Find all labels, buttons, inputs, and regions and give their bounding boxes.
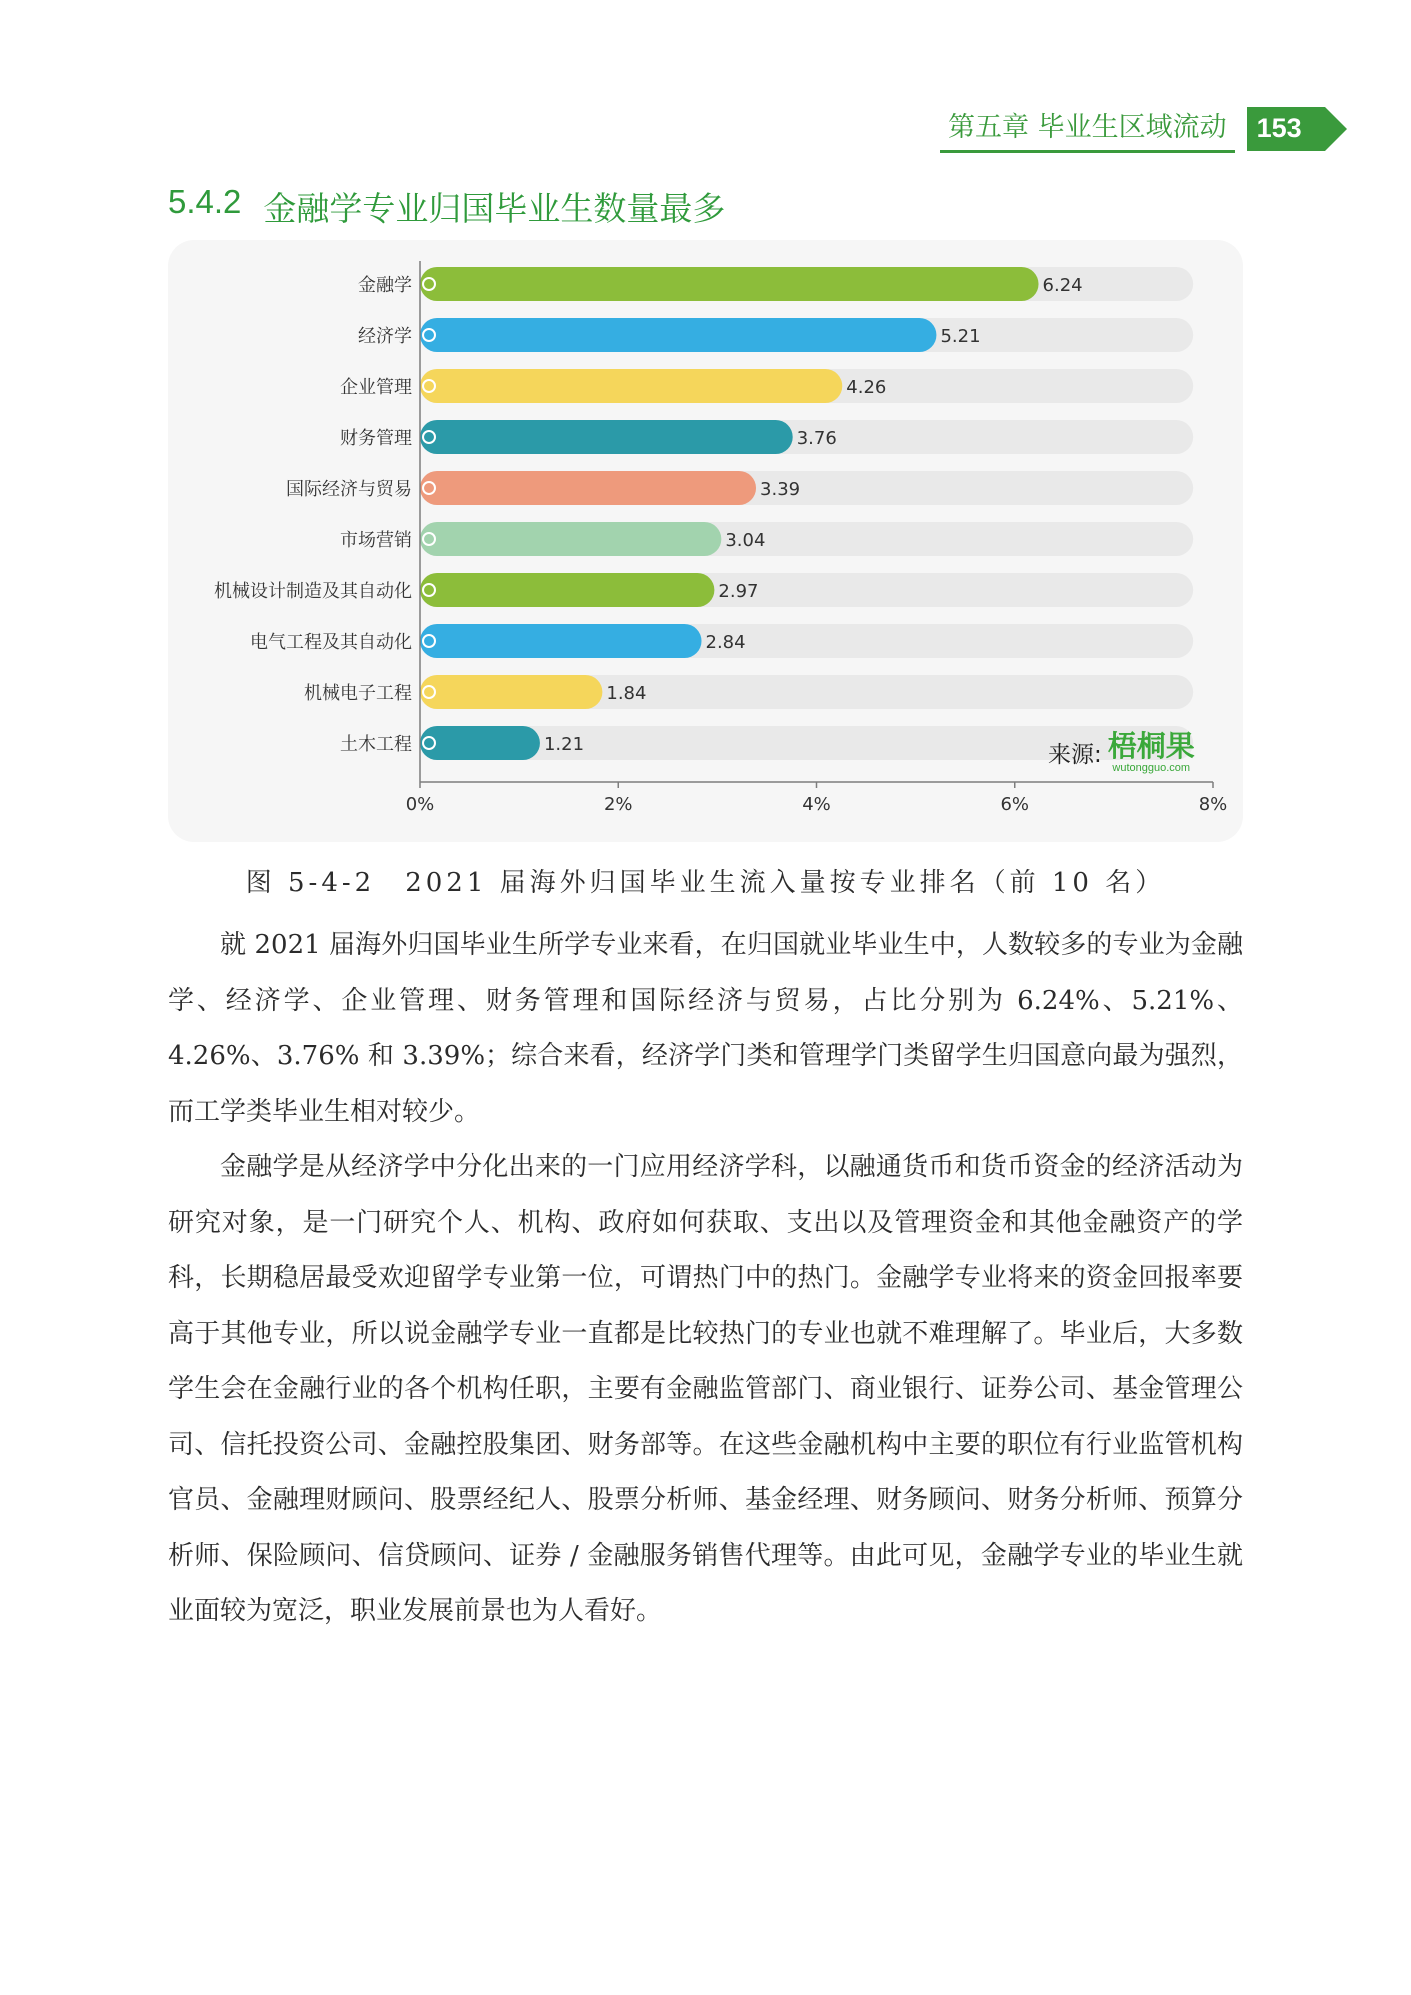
paragraph: 金融学是从经济学中分化出来的一门应用经济学科，以融通货币和货币资金的经济活动为研究对象，是一门研究个人、机构、政府如何获取、支出以及管理资金和其他金融资产的学科，长期稳居最受欢迎留学专业第一位，可谓热门中的热门。金融学专业将来的资金回报率要高于其他专业，所以说金融学专业一直都是比较热门的专业也就不难理解了。毕业后，大多数学生会在金融行业的各个机构任职，主要有金融监管部门、商业银行、证券公司、基金管理公司、信托投资公司、金融控股集团、财务部等。在这些金融机构中主要的职位有行业监管机构官员、金融理财顾问、股票经纪人、股票分析师、基金经理、财务顾问、财务分析师、预算分析师、保险顾问、信贷顾问、证券 / 金融服务销售代理等。由此可见，金融学专业的毕业生就业面较为宽泛，职业发展前景也为人看好。 [168, 1152, 1243, 1626]
value-label: 4.26 [846, 377, 887, 398]
running-header [940, 108, 1347, 150]
paragraph: 就 2021 届海外归国毕业生所学专业来看，在归国就业毕业生中，人数较多的专业为金融学、经济学、企业管理、财务管理和国际经济与贸易，占比分别为 6.24%、5.21%、4.26%、3.76% 和 3.39%；综合来看，经济学门类和管理学门类留学生归国意向最为强烈，而工学类毕业生相对较少。 [168, 930, 1243, 1127]
source-brand-name: 梧桐果 [1107, 729, 1195, 763]
category-label: 企业管理 [340, 377, 412, 398]
value-label: 1.21 [543, 734, 585, 755]
x-tick-label: 0% [405, 794, 435, 815]
figure-caption: 图 5-4-2 2021 届海外归国毕业生流入量按专业排名（前 10 名） [245, 868, 1166, 898]
chart-card [168, 240, 1243, 842]
value-label: 3.76 [796, 428, 837, 449]
value-label: 6.24 [1042, 275, 1083, 296]
page-number: 153 [1256, 113, 1302, 143]
category-label: 财务管理 [340, 428, 412, 449]
bar [420, 471, 756, 505]
bar [420, 318, 936, 352]
bar [420, 522, 721, 556]
value-label: 1.84 [606, 683, 647, 704]
category-label: 土木工程 [340, 734, 412, 755]
category-label: 国际经济与贸易 [286, 479, 412, 500]
section-number: 5.4.2 [168, 183, 242, 220]
value-label: 5.21 [940, 326, 981, 347]
x-tick-label: 4% [802, 794, 831, 815]
bar [420, 675, 602, 709]
value-label: 2.84 [705, 632, 746, 653]
category-label: 经济学 [358, 326, 412, 347]
bar [420, 369, 842, 403]
category-label: 市场营销 [340, 530, 412, 551]
x-tick-label: 2% [603, 794, 633, 815]
x-tick-label: 8% [1198, 794, 1228, 815]
value-label: 3.39 [760, 479, 801, 500]
chapter-title: 第五章 毕业生区域流动 [940, 105, 1235, 153]
bar [420, 573, 714, 607]
category-label: 机械电子工程 [304, 683, 412, 704]
page-badge [1247, 107, 1347, 151]
bar [420, 420, 793, 454]
source-brand-url: wutongguo.com [1112, 762, 1191, 774]
chart-source [1048, 730, 1195, 774]
section-title: 金融学专业归国毕业生数量最多 [263, 189, 726, 228]
bar [420, 726, 540, 760]
bar [420, 267, 1039, 301]
body-text [168, 918, 1243, 1640]
section-heading [168, 183, 725, 230]
source-label: 来源: [1048, 742, 1102, 768]
category-label: 机械设计制造及其自动化 [214, 581, 412, 602]
value-label: 2.97 [718, 581, 759, 602]
source-logo [1108, 730, 1195, 774]
category-label: 金融学 [358, 275, 412, 296]
bar [420, 624, 702, 658]
x-tick-label: 6% [1000, 794, 1030, 815]
value-label: 3.04 [725, 530, 766, 551]
category-label: 电气工程及其自动化 [250, 632, 412, 653]
